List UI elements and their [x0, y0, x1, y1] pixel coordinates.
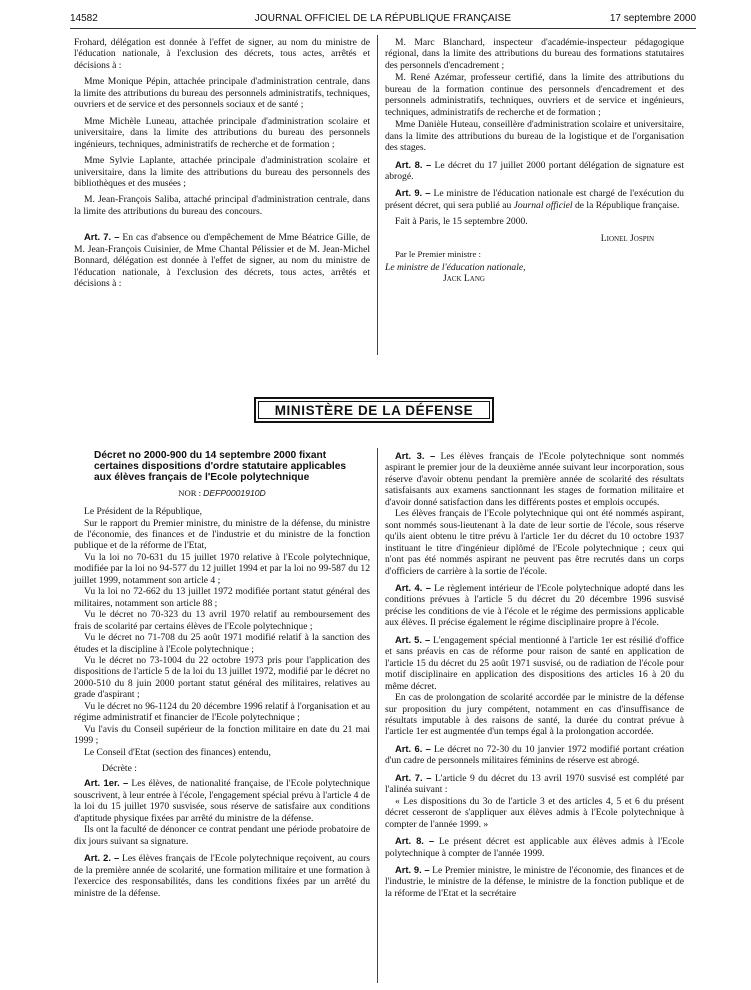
visa: Vu le décret no 96-1124 du 20 décembre 1996 relatif à l'organisation et au régime administratif et financier de l'Ecole polytechnique ; [74, 700, 370, 724]
article-7: Art. 7. – L'article 9 du décret du 13 avril 1970 susvisé est complété par l'alinéa suivant : [385, 771, 685, 796]
visa: Le Conseil d'Etat (section des finances) entendu, [84, 746, 271, 758]
article-2: Art. 2. – Les élèves français de l'Ecole polytechnique reçoivent, au cours de la première année de scolarité, une formation militaire et une formation à l'exercice des responsabilités, dans les conditions fixées par un arrêté du ministre de la défense. [74, 852, 370, 899]
column-divider [377, 448, 378, 983]
article-8: Art. 8. – Le décret du 17 juillet 2000 portant délégation de signature est abrogé. [385, 158, 685, 182]
paragraph: Mme Monique Pépin, attachée principale d'administration centrale, dans la limite des attributions du bureau des personnels administratifs, techniques, ouvriers et de service et des personnels sociaux et de santé ; [74, 76, 370, 111]
paragraph: M. Marc Blanchard, inspecteur d'académie-inspecteur pédagogique régional, dans la limite des attributions du bureau des formations statutaires des personnels d'encadrement ; [385, 37, 684, 71]
column-bottom-right [385, 450, 684, 904]
visa: Vu l'avis du Conseil supérieur de la fonction militaire en date du 21 mai 1999 ; [74, 723, 370, 747]
paragraph: Mme Michèle Luneau, attachée principale d'administration scolaire et universitaire, dans la limite des attributions du bureau des personnels ingénieurs, techniques, administratifs de recherche et de formation ; [74, 115, 370, 150]
par-premier-ministre: Par le Premier ministre : [395, 249, 481, 260]
signatory: Lionel Jospin [600, 232, 654, 244]
ministry-heading-box [254, 397, 494, 423]
decree-title: Décret no 2000-900 du 14 septembre 2000 fixant certaines dispositions d'ordre statutaire applicables aux élèves français de l'Ecole polytechnique [94, 450, 347, 484]
page-number: 14582 [70, 13, 98, 24]
article-4: Art. 4. – Le règlement intérieur de l'Ecole polytechnique adopté dans les conditions prévues à l'article 5 du décret du 20 décembre 1996 susvisé précise les conditions de vie à l'école et le régime des permissions applicable aux élèves. Il précise également le régime disciplinaire propre à l'école. [385, 581, 684, 629]
article-9: Art. 9. – Le ministre de l'éducation nationale est chargé de l'exécution du présent décret, qui sera publié au Journal officiel de la République française. [385, 187, 684, 211]
paragraph: Le Président de la République, [84, 506, 203, 518]
page-header [70, 10, 696, 26]
article-5: Art. 5. – L'engagement spécial mentionné à l'article 1er est résilié d'office et sans préavis en cas de réforme pour raison de santé en application de l'article 15 du décret du 25 août 1971 susvisé, ou de radiation de l'école pour motif disciplinaire en application des dispositions des articles 16 à 20 du même décret. [385, 633, 685, 692]
quoted-paragraph: « Les dispositions du 3o de l'article 3 et des articles 4, 5 et 6 du présent décret cesseront de s'appliquer aux élèves admis à l'Ecole polytechnique à compter de l'année 1999. » [385, 795, 684, 830]
fait-a-paris: Fait à Paris, le 15 septembre 2000. [395, 216, 528, 228]
article-7: Art. 7. – En cas d'absence ou d'empêchement de Mme Béatrice Gille, de M. Jean-François Cuisinier, de Mme Chantal Pélissier et de M. Jean-Michel Bonnard, délégation est donnée à l'effet de signer, au nom du ministre de l'éducation nationale, à l'exclusion des décrets, tous actes, arrêtés et décisions à : [74, 231, 370, 290]
article-3: Art. 3. – Les élèves français de l'Ecole polytechnique sont nommés aspirant le premier jour de la deuxième année suivant leur incorporation, sous réserve d'avoir obtenu pendant la première année de scolarité des résultats satisfaisants aux examens sanctionnant les stages de formation militaire et d'avoir donné satisfaction dans les différents postes et emplois occupés. [385, 450, 685, 508]
visa: Vu le décret no 71-708 du 25 août 1971 modifié relatif à la sanction des études et la discipline à l'Ecole polytechnique ; [74, 632, 370, 655]
ministry-heading: MINISTÈRE DE LA DÉFENSE [258, 401, 490, 419]
paragraph: En cas de prolongation de scolarité accordée par le ministre de la défense sur proposition du jury compétent, notamment en cas d'insuffisance de résultats imputable à des raisons de santé, la durée du contrat prévue à l'article 1er est augmentée d'un temps égal à la prolongation accordée. [385, 692, 684, 738]
nor-reference: NOR : DEFP0001910D [178, 487, 266, 498]
paragraph: M. Jean-François Saliba, attaché principal d'administration centrale, dans la limite des attributions du bureau des concours. [74, 194, 370, 217]
minister-title: Le ministre de l'éducation nationale, [385, 261, 526, 273]
visa: Vu la loi no 70-631 du 15 juillet 1970 relative à l'Ecole polytechnique, modifiée par la loi no 94-577 du 12 juillet 1994 et par la loi no 99-587 du 12 juillet 1999, notamment son article 4 ; [74, 551, 370, 586]
paragraph: Frohard, délégation est donnée à l'effet de signer, au nom du ministre de l'éducation nationale, à l'exclusion des décrets, tous actes, arrêtés et décisions à : [74, 37, 370, 71]
paragraph: Ils ont la faculté de dénoncer ce contrat pendant une période probatoire de dix jours suivant sa signature. [74, 824, 370, 847]
visa: Vu le décret no 70-323 du 13 avril 1970 relatif au remboursement des frais de scolarité par certains élèves de l'Ecole polytechnique ; [74, 609, 370, 632]
column-top-left [74, 37, 370, 295]
visa: Vu le décret no 73-1004 du 22 octobre 1973 pris pour l'application des dispositions de l'article 5 de la loi du 13 juillet 1972, modifié par le décret no 2000-510 du 8 juin 2000 portant statut général des militaires, relatives au grade d'aspirant ; [74, 654, 370, 701]
paragraph: Mme Danièle Huteau, conseillère d'administration scolaire et universitaire, dans la limite des attributions du bureau de la logistique et de l'organisation des stages. [385, 119, 684, 154]
article-6: Art. 6. – Le décret no 72-30 du 10 janvier 1972 modifié portant création d'un cadre de personnels militaires féminins de réserve est abrogé. [385, 742, 685, 767]
article-1: Art. 1er. – Les élèves, de nationalité française, de l'Ecole polytechnique souscrivent, à leur entrée à l'école, l'engagement spécial prévu à l'article 4 de la loi du 15 juillet 1970 susvisée, sous réserve de satisfaire aux conditions d'aptitude physique fixées par arrêté du ministre de la défense. [74, 777, 370, 824]
article-8: Art. 8. – Le présent décret est applicable aux élèves admis à l'Ecole polytechnique à compter de l'année 1999. [385, 835, 685, 859]
journal-title: JOURNAL OFFICIEL DE LA RÉPUBLIQUE FRANÇAISE [254, 13, 512, 24]
article-9: Art. 9. – Le Premier ministre, le ministre de l'économie, des finances et de l'industrie, le ministre de la défense, le ministre de la fonction publique et de la réforme de l'Etat et la secrétaire [385, 863, 685, 899]
header-rule [70, 28, 696, 29]
issue-date: 17 septembre 2000 [609, 13, 696, 24]
paragraph: Les élèves français de l'Ecole polytechnique qui ont été nommés aspirant, sont nommés sous-lieutenant à la date de leur sortie de l'école, sous réserve qu'ils aient obtenu le titre prévu à l'article 1er du décret du 10 octobre 1937 instituant le titre d'ingénieur diplômé de l'Ecole polytechnique ; ceux qui n'ont pas été nommés aspirant ne peuvent pas être recrutés dans un corps d'officiers de carrière à la sortie de l'école. [385, 508, 684, 577]
visa: Sur le rapport du Premier ministre, du ministre de la défense, du ministre de l'économie, des finances et de l'industrie et du ministre de la fonction publique et de la réforme de l'Etat, [74, 517, 370, 552]
column-divider [377, 35, 378, 355]
decrete: Décrète : [102, 763, 137, 775]
paragraph: M. René Azémar, professeur certifié, dans la limite des attributions du bureau de la formation continue des personnels d'encadrement et des personnels administratifs, techniques, ouvriers et de service et ingénieurs, techniques, administratifs de recherche et de formation ; [385, 72, 684, 118]
paragraph: Mme Sylvie Laplante, attachée principale d'administration scolaire et universitaire, dans la limite des attributions du bureau des personnels des bibliothèques et des musées ; [74, 155, 370, 189]
column-top-right [385, 37, 684, 290]
article-label: Art. 7. – [84, 231, 120, 243]
minister-name: Jack Lang [443, 273, 485, 285]
column-bottom-left [74, 450, 370, 904]
visa: Vu la loi no 72-662 du 13 juillet 1972 modifiée portant statut général des militaires, notamment son article 88 ; [74, 586, 370, 609]
